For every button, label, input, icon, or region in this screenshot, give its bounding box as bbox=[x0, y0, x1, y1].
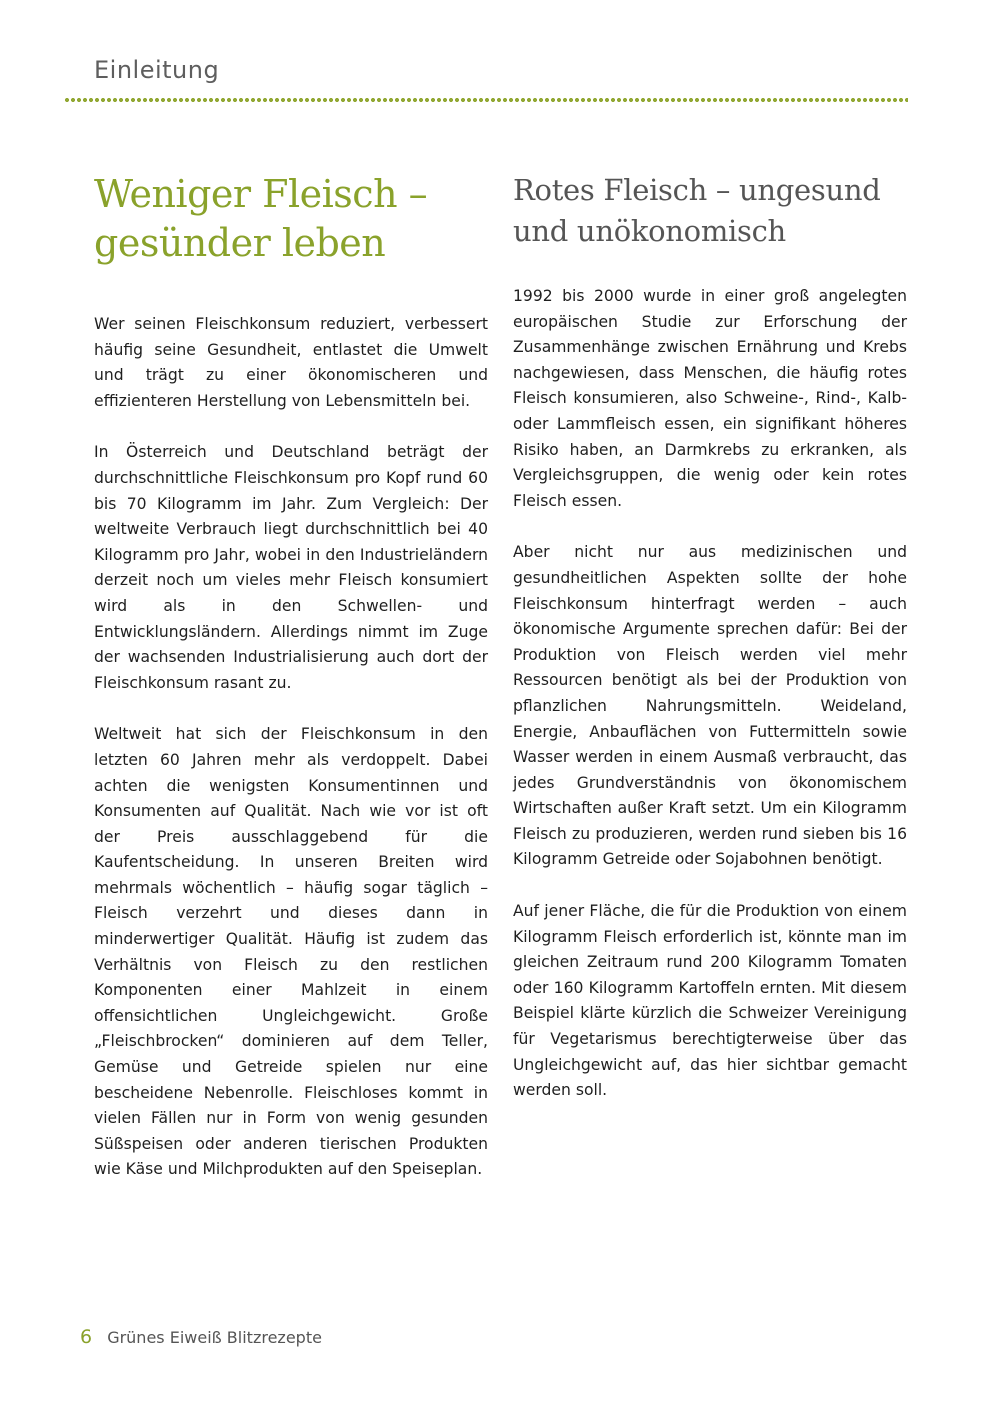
paragraph: Aber nicht nur aus medizinischen und gesundheitlichen Aspekten sollte der hohe Fleischkonsum hinterfragt werden – auch ökonomische Argumente sprechen dafür: Bei der Produktion von Fleisch werden viel mehr Ressourcen benötigt als bei der Produktion von pflanzlichen Nahrungsmitteln. Weideland, Energie, Anbauflächen von Futtermitteln sowie Wasser werden in einem Ausmaß verbraucht, das jedes Grundverständnis von ökonomischem Wirtschaften außer Kraft setzt. Um ein Kilogramm Fleisch zu produzieren, werden rund sieben bis 16 Kilogramm Getreide oder Sojabohnen benötigt. bbox=[513, 543, 907, 869]
left-column bbox=[94, 170, 488, 1209]
main-title: Weniger Fleisch – gesünder leben bbox=[94, 172, 428, 266]
left-body bbox=[94, 312, 488, 1183]
right-column bbox=[513, 170, 907, 1130]
page-footer bbox=[80, 1326, 322, 1348]
paragraph: In Österreich und Deutschland beträgt der durchschnittliche Fleischkonsum pro Kopf rund 60 bis 70 Kilogramm im Jahr. Zum Vergleich: Der weltweite Verbrauch liegt durchschnittlich bei 40 Kilogramm pro Jahr, wobei in den Industrieländern derzeit noch um vieles mehr Fleisch konsumiert wird als in den Schwellen- und Entwicklungsländern. Allerdings nimmt im Zuge der wachsenden Industrialisierung auch dort der Fleischkonsum rasant zu. bbox=[94, 443, 488, 692]
right-body bbox=[513, 284, 907, 1104]
dotted-divider bbox=[64, 97, 908, 103]
book-title: Grünes Eiweiß Blitzrezepte bbox=[107, 1328, 322, 1347]
paragraph: Wer seinen Fleischkonsum reduziert, verbessert häufig seine Gesundheit, entlastet die Umwelt und trägt zu einer ökonomischeren und effizienteren Herstellung von Lebensmitteln bei. bbox=[94, 315, 488, 410]
paragraph: 1992 bis 2000 wurde in einer groß angelegten europäischen Studie zur Erforschung der Zusammenhänge zwischen Ernährung und Krebs nachgewiesen, dass Menschen, die häufig rotes Fleisch konsumieren, also Schweine-, Rind-, Kalb- oder Lammfleisch essen, ein signifikant höheres Risiko haben, an Darmkrebs zu erkranken, als Vergleichsgruppen, die wenig oder kein rotes Fleisch essen. bbox=[513, 287, 907, 510]
page-number: 6 bbox=[80, 1326, 93, 1348]
paragraph: Weltweit hat sich der Fleischkonsum in den letzten 60 Jahren mehr als verdoppelt. Dabei achten die wenigsten Konsumentinnen und Konsumenten auf Qualität. Nach wie vor ist oft der Preis ausschlaggebend für die Kaufentscheidung. In unseren Breiten wird mehrmals wöchentlich – häufig sogar täglich – Fleisch verzehrt und dieses dann in minderwertiger Qualität. Häufig ist zudem das Verhältnis von Fleisch zu den restlichen Komponenten einer Mahlzeit in einem offensichtlichen Ungleichgewicht. Große „Fleischbrocken“ dominieren auf dem Teller, Gemüse und Getreide spielen nur eine bescheidene Nebenrolle. Fleischloses kommt in vielen Fällen nur in Form von wenig gesunden Süßspeisen oder anderen tierischen Produkten wie Käse und Milchprodukten auf den Speiseplan. bbox=[94, 725, 488, 1179]
paragraph: Auf jener Fläche, die für die Produktion von einem Kilogramm Fleisch erforderlich ist, könnte man im gleichen Zeitraum rund 200 Kilogramm Tomaten oder 160 Kilogramm Kartoffeln ernten. Mit diesem Beispiel klärte kürzlich die Schweizer Vereinigung für Vegetarismus berechtigterweise über das Ungleichgewicht auf, das hier sichtbar gemacht werden soll. bbox=[513, 902, 907, 1100]
section-title: Rotes Fleisch – ungesund und unökonomisch bbox=[513, 173, 881, 249]
section-label: Einleitung bbox=[94, 56, 220, 84]
